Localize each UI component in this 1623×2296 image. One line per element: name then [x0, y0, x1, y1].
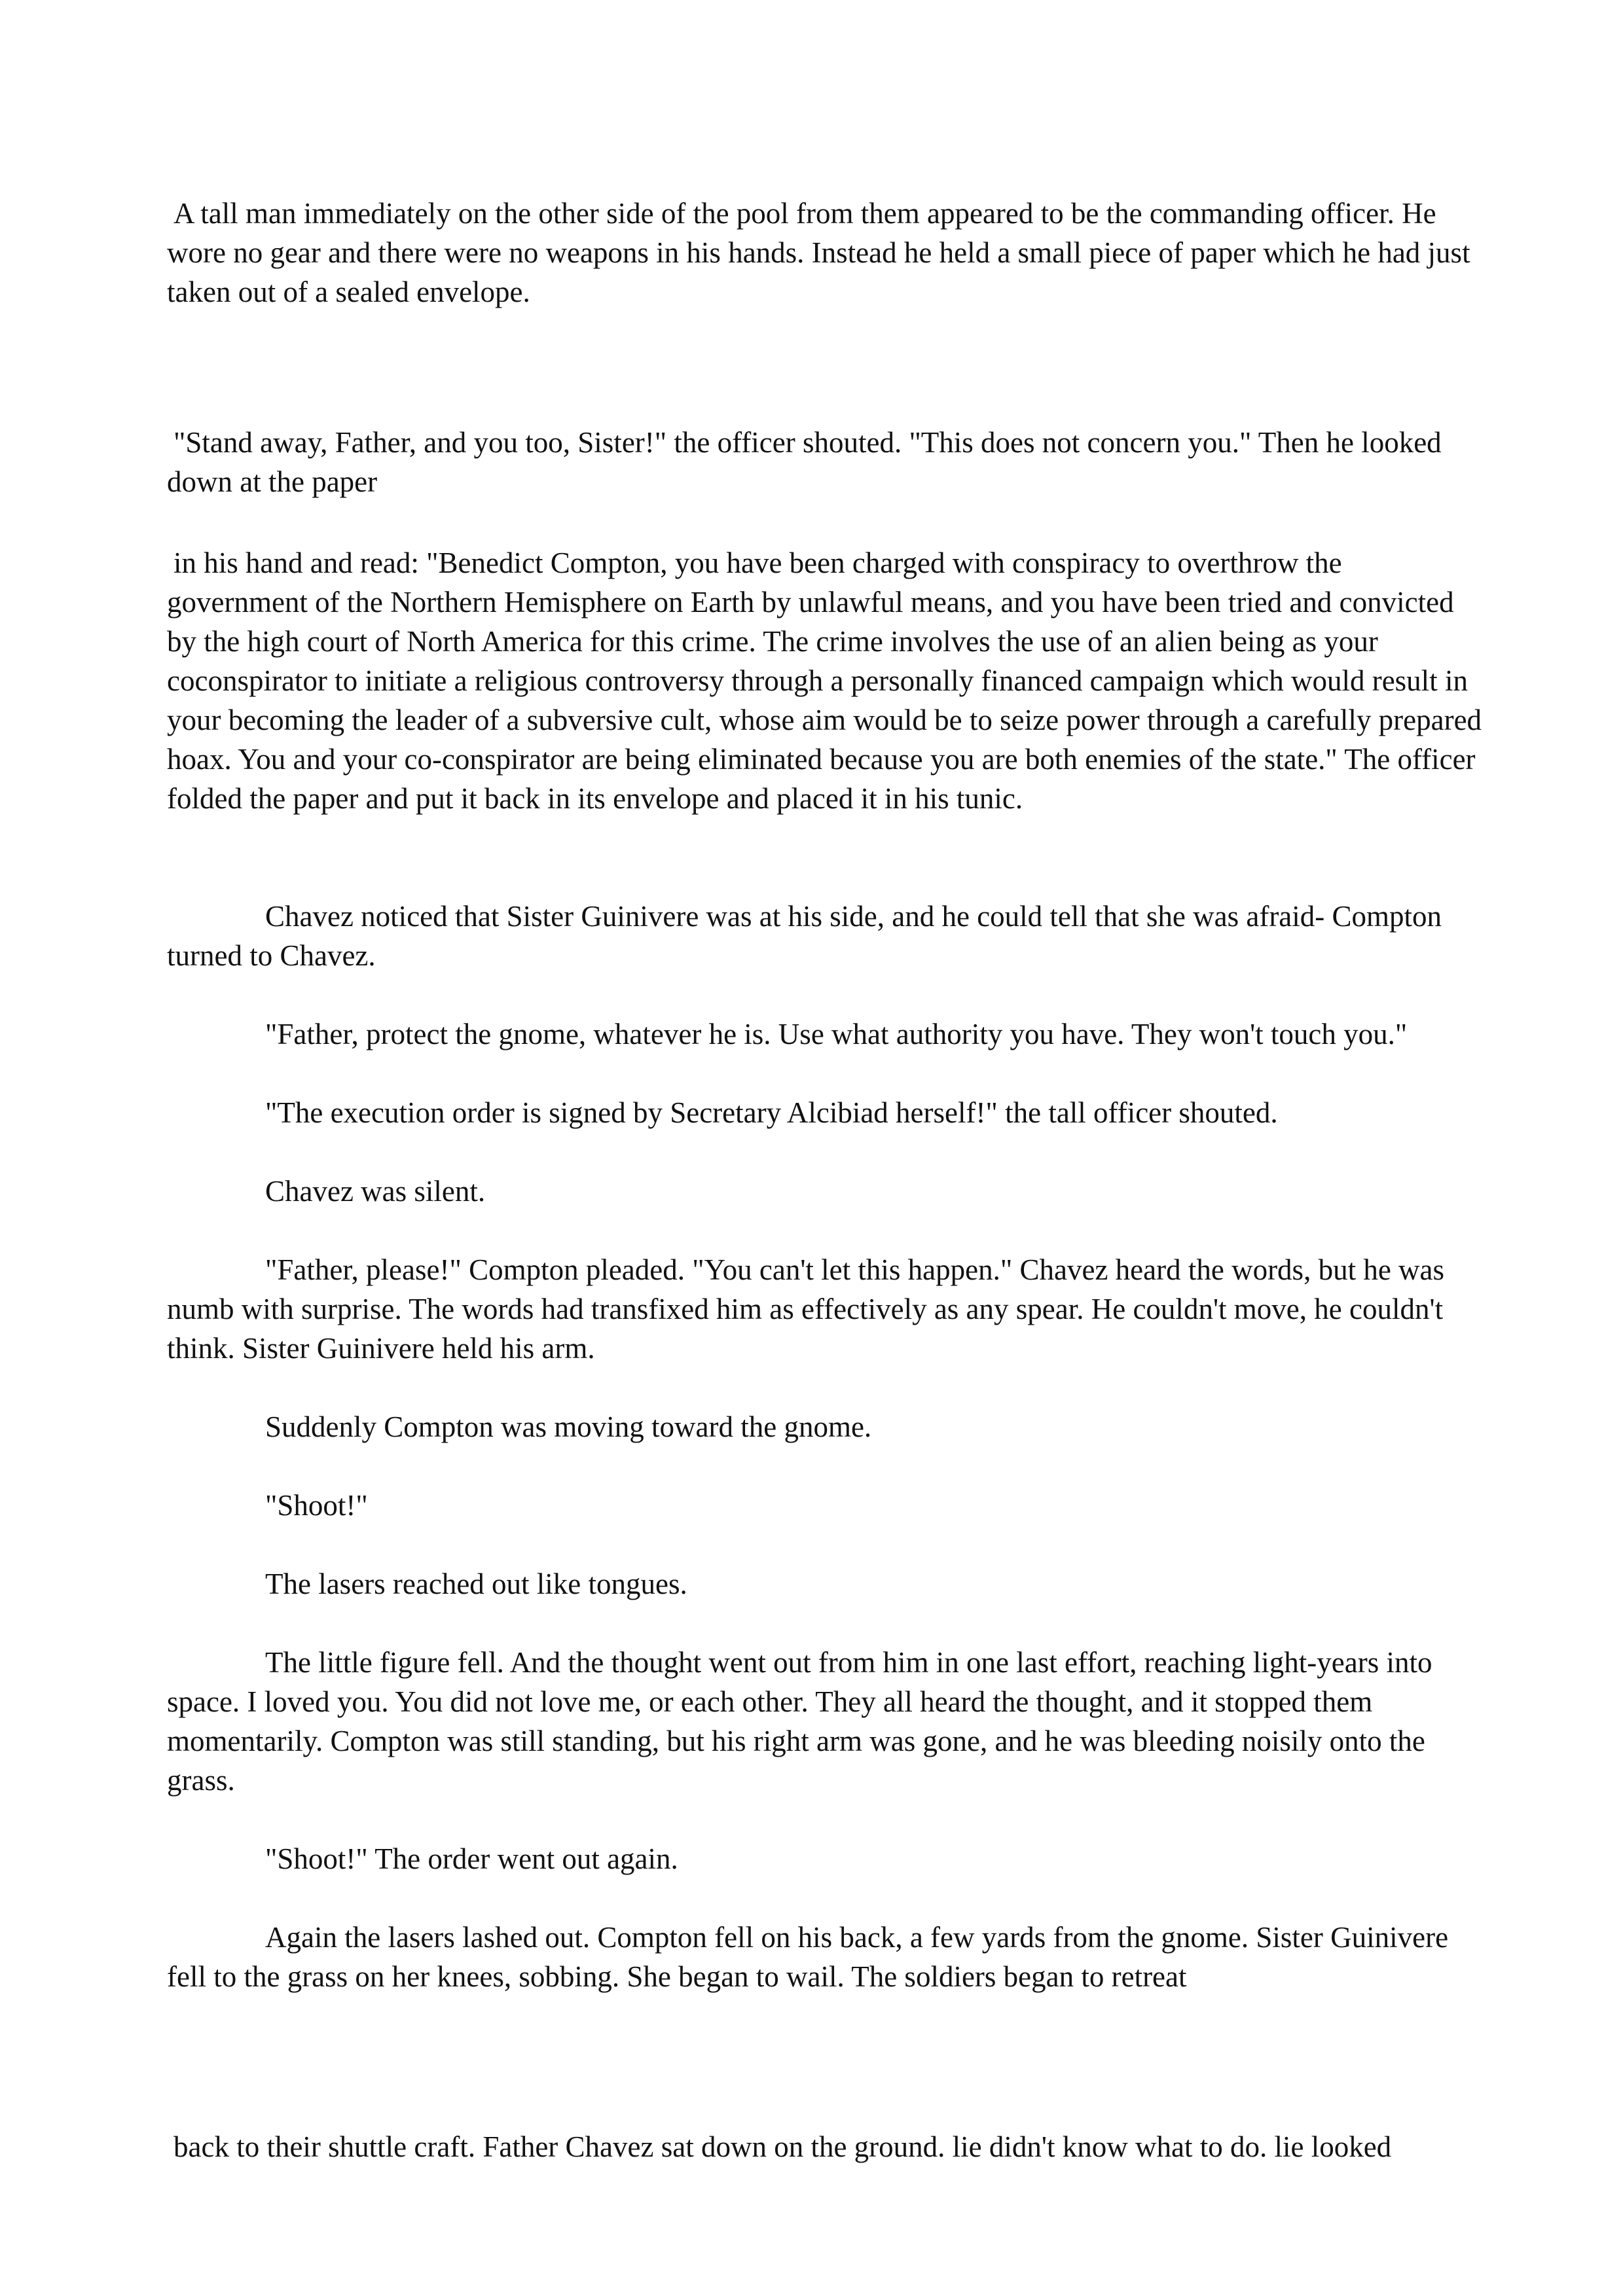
paragraph-shoot-again: "Shoot!" The order went out again. [265, 1842, 678, 1875]
paragraph-chavez-silent: Chavez was silent. [265, 1175, 486, 1208]
paragraph-shoot: "Shoot!" [265, 1489, 368, 1522]
paragraph-charges-read: in his hand and read: "Benedict Compton, you have been charged with conspiracy to overthrow the government of the Northern Hemisphere on Earth by unlawful means, and you have been tried and convicted by the high court of North America for this crime. The crime involves the use of an alien being as your coconspirator to initiate a religious controversy through a personally financed campaign which would result in your becoming the leader of a subversive cult, whose aim would be to seize power through a carefully prepared hoax. You and your co-conspirator are being eliminated because you are both enemies of the state." The officer folded the paper and put it back in its envelope and placed it in his tunic. [167, 547, 1482, 815]
paragraph-little-figure-fell: The little figure fell. And the thought went out from him in one last effort, reaching light-years into space. I loved you. You did not love me, or each other. They all heard the thought, and it stopped them momentarily. Compton was still standing, but his right arm was gone, and he was bleeding noisily onto the grass. [167, 1646, 1432, 1797]
paragraph-chavez-noticed: Chavez noticed that Sister Guinivere was at his side, and he could tell that she was afraid- Compton turned to Chavez. [167, 900, 1442, 972]
paragraph-shuttle-craft: back to their shuttle craft. Father Chavez sat down on the ground. lie didn't know what to do. lie looked [173, 2130, 1392, 2163]
paragraph-lasers-lashed: Again the lasers lashed out. Compton fell on his back, a few yards from the gnome. Sister Guinivere fell to the grass on her knees, sobbing. She began to wail. The soldiers began to retreat [167, 1921, 1449, 1993]
paragraph-protect-gnome: "Father, protect the gnome, whatever he is. Use what authority you have. They won't touch you." [265, 1018, 1408, 1050]
paragraph-compton-moving: Suddenly Compton was moving toward the gnome. [265, 1410, 872, 1443]
paragraph-lasers-reached: The lasers reached out like tongues. [265, 1568, 687, 1600]
paragraph-execution-order: "The execution order is signed by Secretary Alcibiad herself!" the tall officer shouted. [265, 1096, 1278, 1129]
paragraph-father-please: "Father, please!" Compton pleaded. "You can't let this happen." Chavez heard the words, but he was numb with surprise. The words had transfixed him as effectively as any spear. He couldn't move, he couldn't think. Sister Guinivere held his arm. [167, 1253, 1445, 1365]
paragraph-stand-away: "Stand away, Father, and you too, Sister!" the officer shouted. "This does not concern you." Then he looked down at the paper [167, 426, 1442, 498]
paragraph-commanding-officer: A tall man immediately on the other side of the pool from them appeared to be the commanding officer. He wore no gear and there were no weapons in his hands. Instead he held a small piece of paper which he had just taken out of a sealed envelope. [167, 197, 1470, 308]
